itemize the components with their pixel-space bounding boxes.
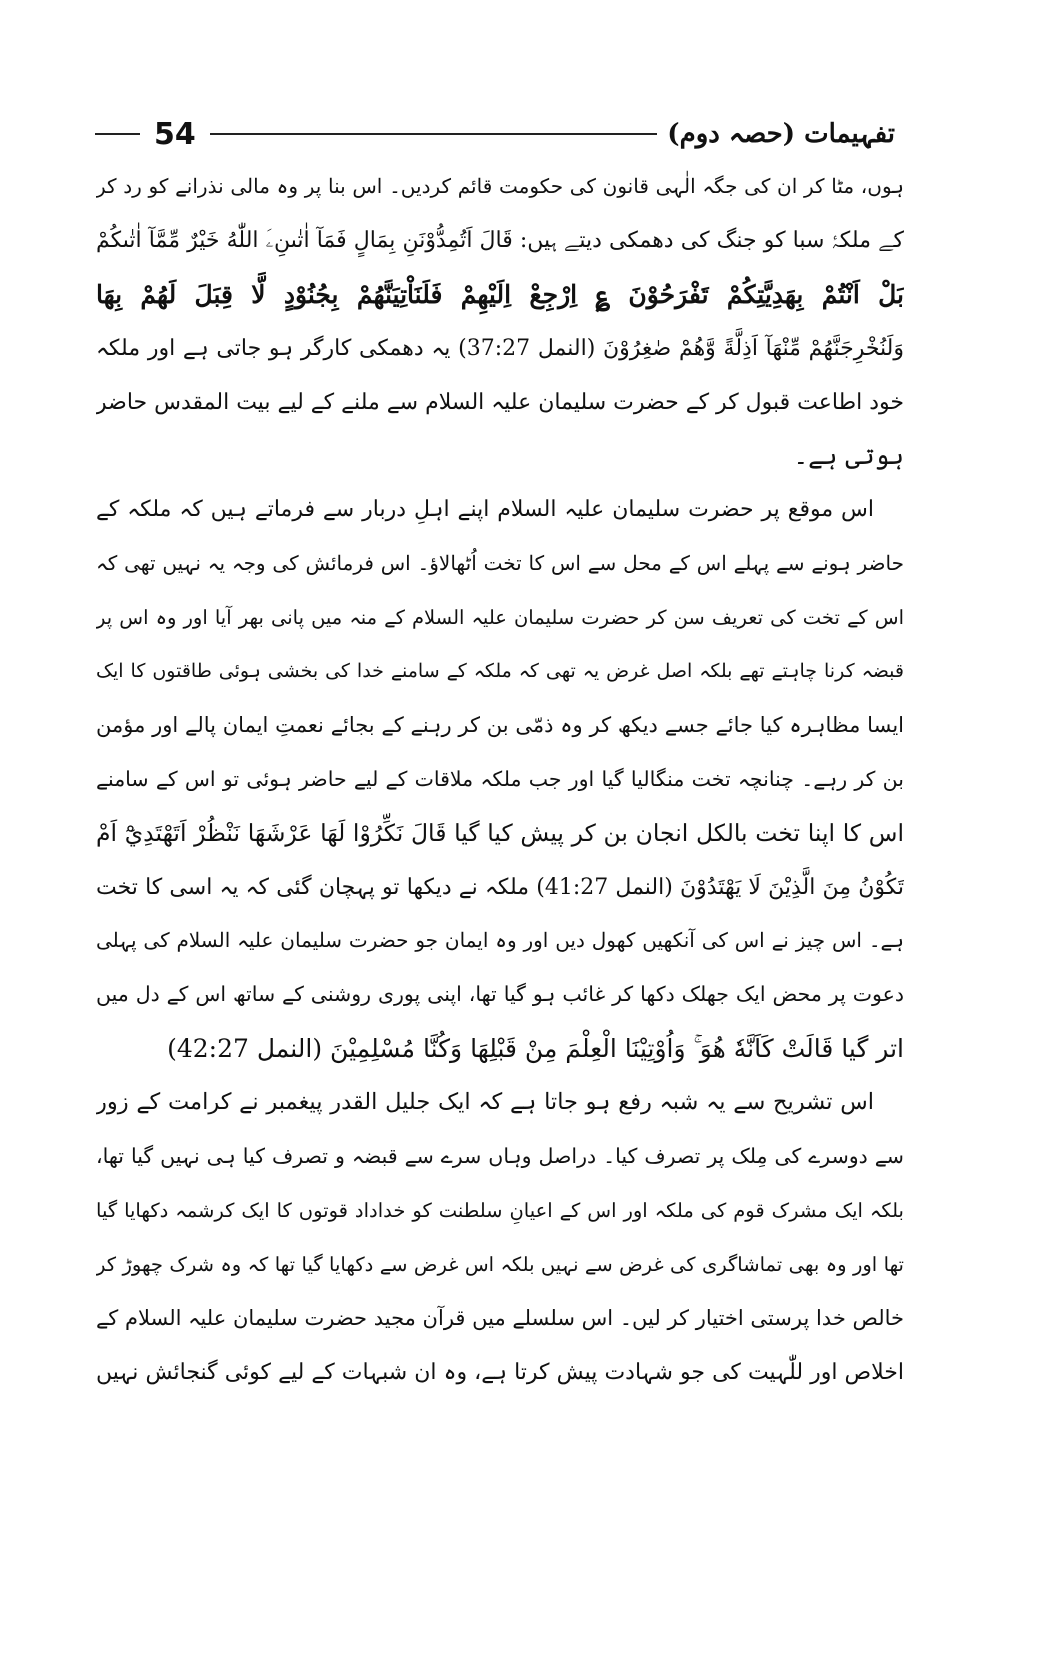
text-line: خود اطاعت قبول کر کے حضرت سلیمان علیہ السلام سے ملنے کے لیے بیت المقدس حاضر bbox=[96, 389, 904, 415]
text-line: بلکہ ایک مشرک قوم کی ملکہ اور اس کے اعیانِ سلطنت کو خداداد قوتوں کا ایک کرشمہ دکھایا گیا bbox=[96, 1198, 904, 1222]
text-line: اخلاص اور للّٰہیت کی جو شہادت پیش کرتا ہے، وہ ان شبہات کے لیے کوئی گنجائش نہیں bbox=[96, 1359, 904, 1385]
text-line: ہے۔ اس چیز نے اس کی آنکھیں کھول دیں اور وہ ایمان جو حضرت سلیمان علیہ السلام کی پہلی bbox=[96, 928, 904, 953]
body-text bbox=[96, 160, 904, 1620]
header-rule-right bbox=[210, 133, 658, 135]
text-line: سے دوسرے کی مِلک پر تصرف کیا۔ دراصل وہاں سرے سے قبضہ و تصرف کیا ہی نہیں گیا تھا، bbox=[96, 1144, 904, 1169]
text-line: تَكُوْنُ مِنَ الَّذِيْنَ لَا يَهْتَدُوْنَ (النمل 41:27) ملکہ نے دیکھا تو پہچان گئی کہ یہ اسی کا تخت bbox=[96, 874, 904, 900]
text-line: خالص خدا پرستی اختیار کر لیں۔ اس سلسلے میں قرآن مجید حضرت سلیمان علیہ السلام کے bbox=[96, 1305, 904, 1330]
text-line: حاضر ہونے سے پہلے اس کے محل سے اس کا تخت اُٹھالاؤ۔ اس فرمائش کی وجہ یہ نہیں تھی کہ bbox=[96, 551, 904, 576]
text-line: اس موقع پر حضرت سلیمان علیہ السلام اپنے اہلِ دربار سے فرماتے ہیں کہ ملکہ کے bbox=[96, 497, 875, 523]
text-line: اس کے تخت کی تعریف سن کر حضرت سلیمان علیہ السلام کے منہ میں پانی بھر آیا اور وہ اس پر bbox=[96, 606, 904, 630]
running-header bbox=[95, 112, 895, 156]
text-line: بن کر رہے۔ چنانچہ تخت منگالیا گیا اور جب ملکہ ملاقات کے لیے حاضر ہوئی تو اس کے سامنے bbox=[96, 766, 904, 791]
text-line: ہوں، مٹا کر ان کی جگہ الٰہی قانون کی حکومت قائم کردیں۔ اس بنا پر وہ مالی نذرانے کو رد کر bbox=[96, 174, 904, 198]
text-line: کے ملکۂ سبا کو جنگ کی دھمکی دیتے ہیں: قَالَ اَتُمِدُّوْنَنِ بِمَالٍ فَمَآ اٰتٰىنِۦَ اللّٰهُ خَيْرٌ مِّمَّآ اٰتٰىكُمْ bbox=[96, 227, 904, 253]
text-line: اس تشریح سے یہ شبہ رفع ہو جاتا ہے کہ ایک جلیل القدر پیغمبر نے کرامت کے زور bbox=[96, 1089, 874, 1116]
text-line: قبضہ کرنا چاہتے تھے بلکہ اصل غرض یہ تھی کہ ملکہ کے سامنے خدا کی بخشی ہوئی طاقتوں کا ایک bbox=[96, 660, 904, 683]
text-line: اتر گیا قَالَتْ كَاَنَّهٗ هُوَ ۚ وَاُوْتِيْنَا الْعِلْمَ مِنْ قَبْلِهَا وَكُنَّا مُسْلِمِيْنَ (النمل 42:27) bbox=[167, 1034, 904, 1064]
page-number: 54 bbox=[154, 116, 196, 152]
text-line: ہوتی ہے۔ bbox=[793, 441, 904, 471]
text-line: تھا اور وہ بھی تماشاگری کی غرض سے نہیں بلکہ اس غرض سے دکھایا گیا تھا کہ وہ شرک چھوڑ کر bbox=[96, 1252, 904, 1276]
text-line: اس کا اپنا تخت بالکل انجان بن کر پیش کیا گیا قَالَ نَكِّرُوْا لَهَا عَرْشَهَا نَنْظُرْ اَتَهْتَدِيْٓ اَمْ bbox=[96, 818, 904, 847]
running-title: تفہیمات (حصہ دوم) bbox=[667, 119, 895, 149]
header-rule-left bbox=[95, 133, 140, 135]
text-line: وَلَنُخْرِجَنَّهُمْ مِّنْهَآ اَذِلَّةً وَّهُمْ صٰغِرُوْنَ (النمل 37:27) یہ دھمکی کارگر ہو جاتی ہے اور ملکہ bbox=[96, 335, 904, 361]
text-line: ایسا مظاہرہ کیا جائے جسے دیکھ کر وہ ذمّی بن کر رہنے کے بجائے نعمتِ ایمان پالے اور مؤمن bbox=[96, 712, 904, 737]
text-line: دعوت پر محض ایک جھلک دکھا کر غائب ہو گیا تھا، اپنی پوری روشنی کے ساتھ اس کے دل میں bbox=[96, 982, 904, 1007]
text-line: بَلْ اَنْتُمْ بِهَدِيَّتِكُمْ تَفْرَحُوْنَ ؏ اِرْجِعْ اِلَيْهِمْ فَلَنَاْتِيَنَّهُمْ بِجُنُوْدٍ لَّا قِبَلَ لَهُمْ بِهَا bbox=[96, 279, 904, 309]
